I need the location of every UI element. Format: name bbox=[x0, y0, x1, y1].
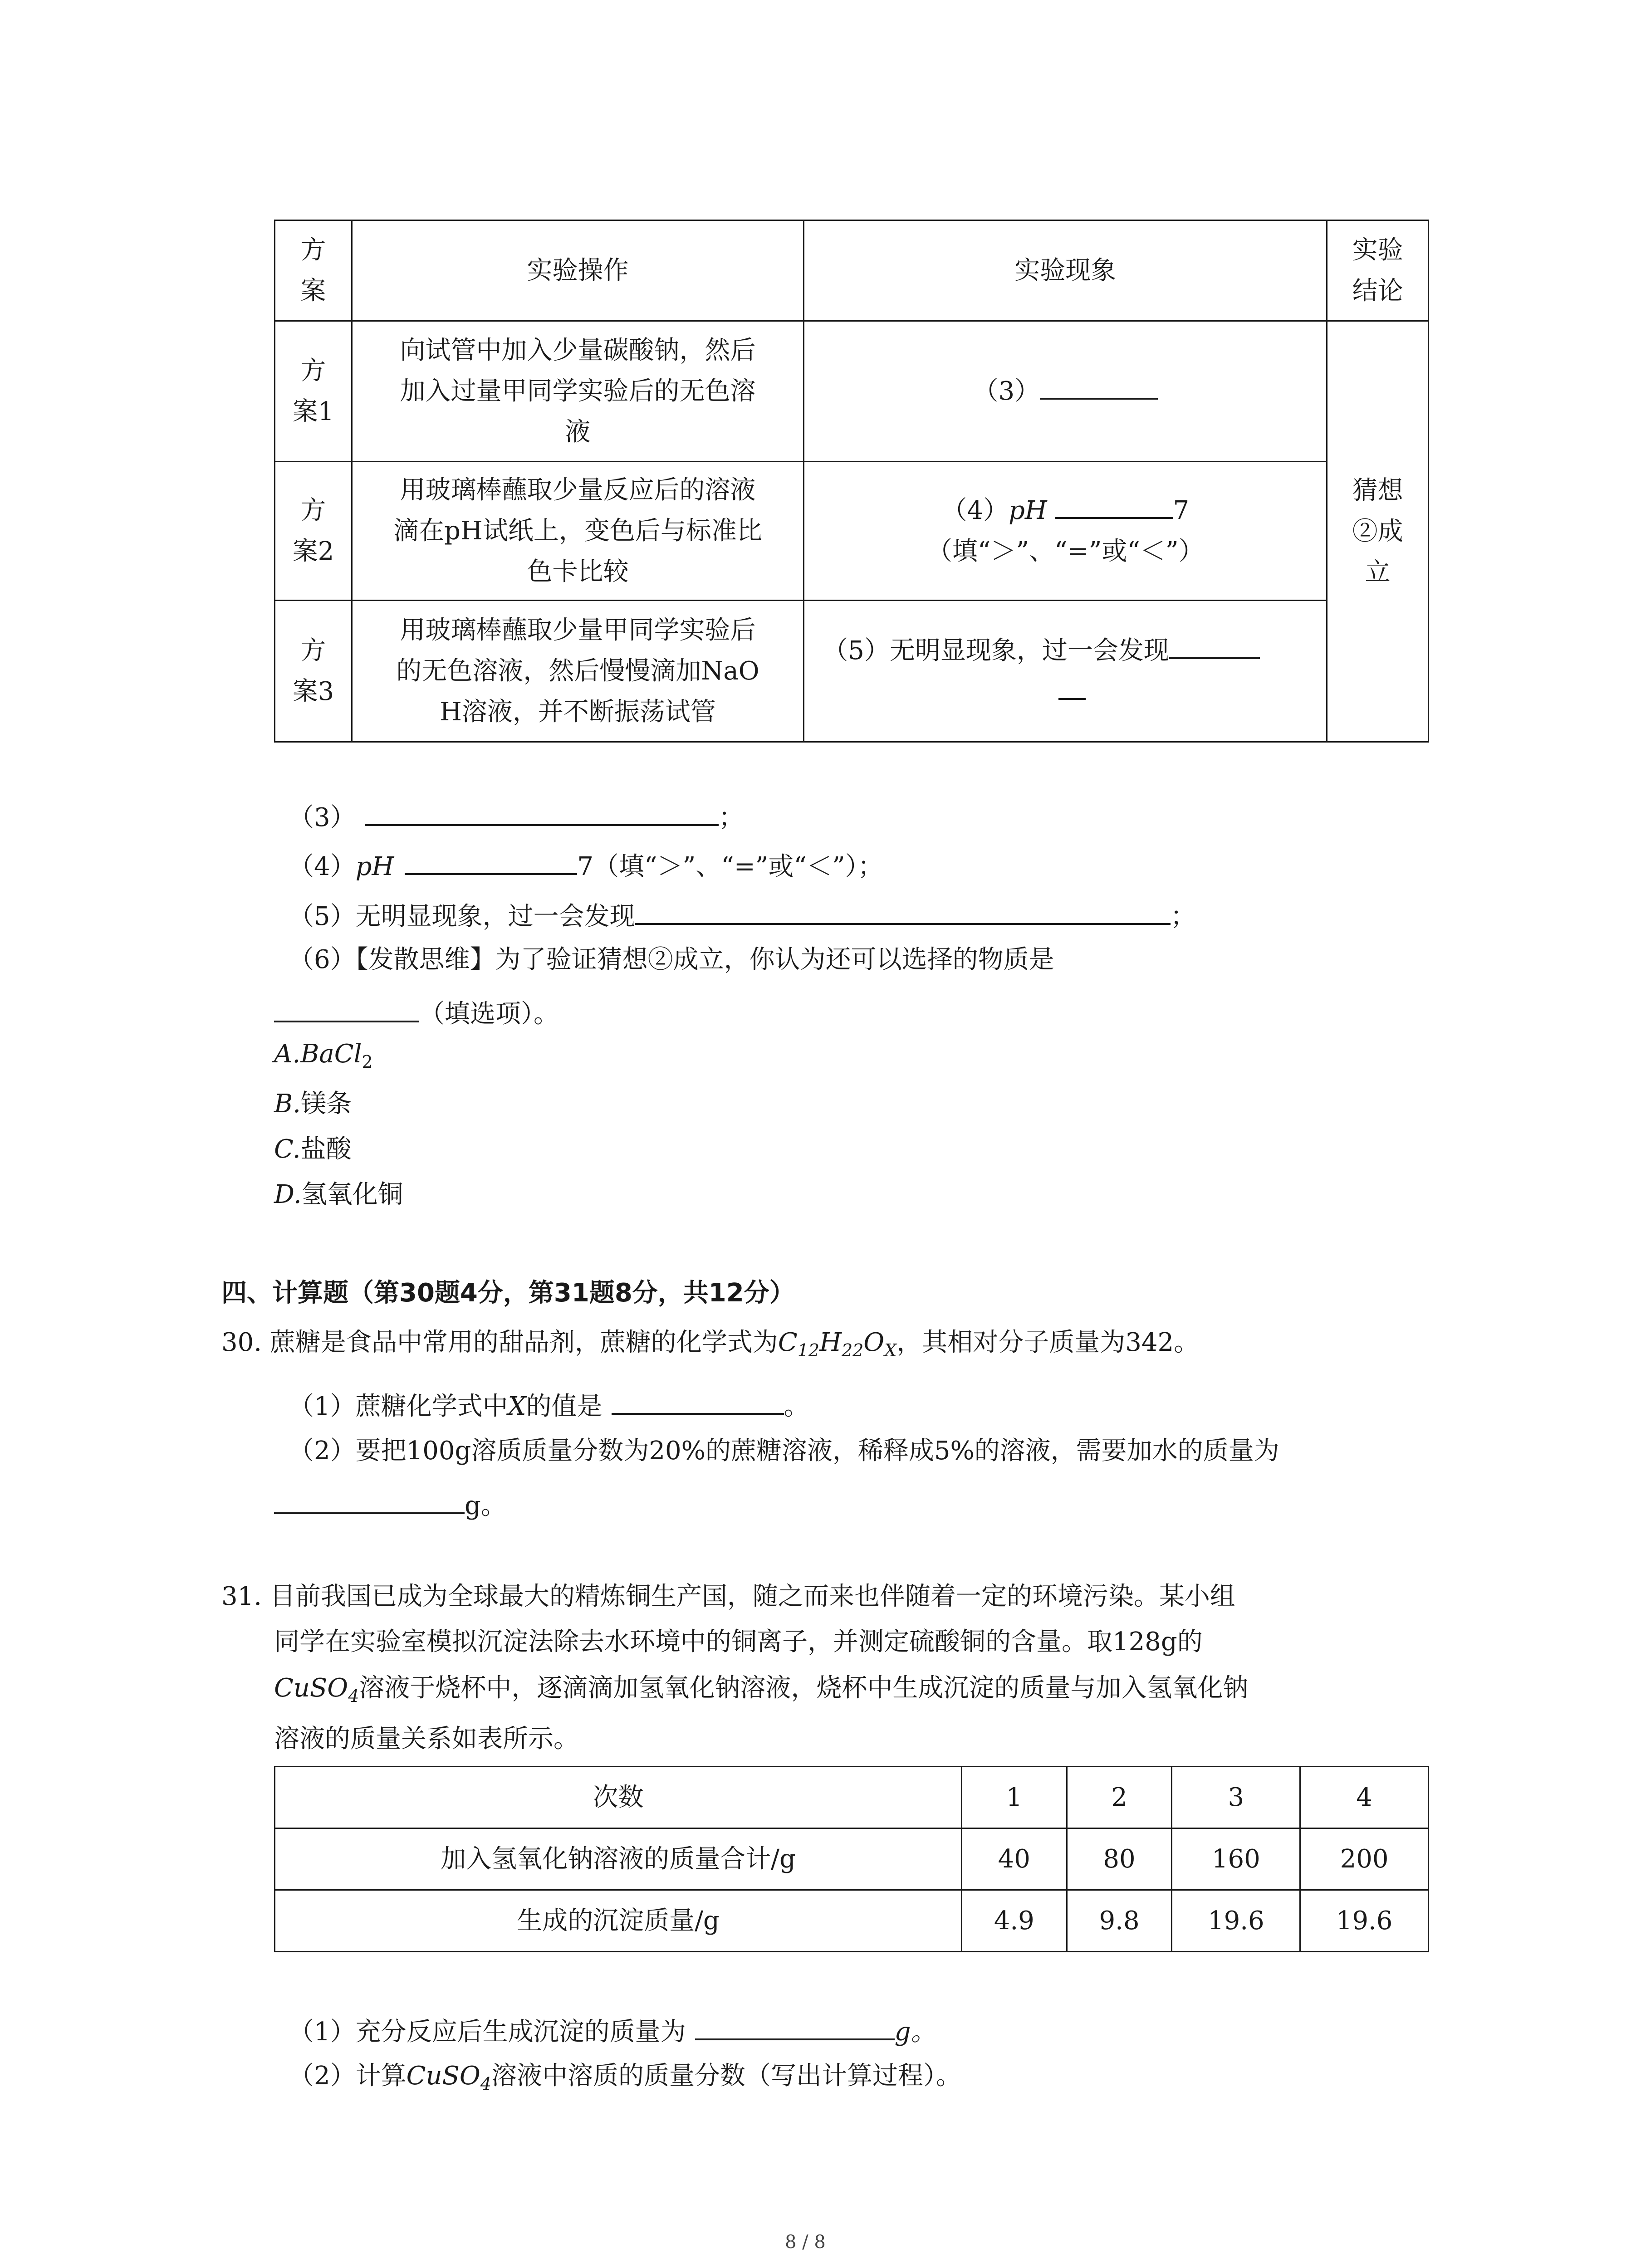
answer-blank[interactable] bbox=[1169, 634, 1260, 659]
formula-sub: 4 bbox=[480, 2074, 492, 2094]
formula-cuso: CuSO bbox=[406, 2061, 480, 2091]
row-label: 加入氢氧化钠溶液的质量合计/g bbox=[441, 1844, 796, 1874]
table-cell: 4.9 bbox=[994, 1906, 1034, 1936]
answer-5-label: （5）无明显现象，过一会发现 bbox=[289, 902, 635, 931]
formula-sub: X bbox=[884, 1340, 897, 1360]
data-table bbox=[274, 1766, 1429, 1952]
col-2: 2 bbox=[1111, 1782, 1127, 1812]
q30-part1-end: 。 bbox=[784, 1392, 809, 1421]
header-scheme: 方 案 bbox=[300, 235, 326, 306]
answer-6-line2 bbox=[274, 997, 559, 1027]
q30-part2-line1: （2）要把100g溶质质量分数为20%的蔗糖溶液，稀释成5%的溶液，需要加水的质量为 bbox=[289, 1436, 1279, 1466]
col-3: 3 bbox=[1228, 1782, 1244, 1812]
option-d-text: 氢氧化铜 bbox=[301, 1180, 403, 1209]
scheme-1-label: 方 案1 bbox=[292, 356, 334, 426]
scheme-1-phenomenon: （3） bbox=[973, 376, 1040, 406]
answer-4-hint: 7（填“＞”、“=”或“＜”）； bbox=[577, 852, 883, 881]
q30-part1-text: （1）蔗糖化学式中 bbox=[289, 1392, 508, 1421]
q30-text-end: ，其相对分子质量为342。 bbox=[896, 1328, 1200, 1357]
answer-5-end: ； bbox=[1170, 902, 1196, 931]
q31-line1 bbox=[221, 1584, 1235, 1609]
q31-line4: 溶液的质量关系如表所示。 bbox=[274, 1724, 579, 1754]
header-operation: 实验操作 bbox=[527, 255, 629, 285]
option-b bbox=[274, 1091, 352, 1117]
option-a-sub: 2 bbox=[362, 1052, 373, 1072]
formula-sub: 12 bbox=[797, 1340, 820, 1360]
q31-part1 bbox=[289, 2015, 936, 2045]
answer-blank-cont[interactable] bbox=[1058, 675, 1086, 700]
option-c-text: 盐酸 bbox=[300, 1134, 352, 1164]
scheme-2-operation: 用玻璃棒蘸取少量反应后的溶液 滴在pH试纸上，变色后与标准比 色卡比较 bbox=[393, 475, 762, 587]
q30-part2-line2 bbox=[274, 1489, 506, 1519]
answer-5-blank[interactable] bbox=[635, 899, 1171, 925]
scheme-3-phenomenon bbox=[804, 631, 1326, 712]
table-row bbox=[275, 601, 1429, 742]
option-d bbox=[274, 1182, 403, 1207]
answer-6-blank[interactable] bbox=[274, 997, 419, 1022]
q31-text3: 溶液于烧杯中，逐滴滴加氢氧化钠溶液，烧杯中生成沉淀的质量与加入氢氧化钠 bbox=[359, 1673, 1249, 1703]
answer-3-line bbox=[289, 801, 744, 831]
answer-4-label: （4） bbox=[289, 852, 356, 881]
option-c-letter: C. bbox=[274, 1134, 301, 1164]
answer-3-label: （3） bbox=[289, 803, 356, 832]
table-cell: 80 bbox=[1103, 1844, 1136, 1874]
q31-part2 bbox=[289, 2061, 962, 2094]
q30-part1-blank[interactable] bbox=[612, 1389, 784, 1415]
col-1: 1 bbox=[1006, 1782, 1023, 1812]
option-a-letter: A. bbox=[274, 1039, 301, 1069]
table-row bbox=[275, 1890, 1429, 1952]
table-cell: 160 bbox=[1211, 1844, 1260, 1874]
variable-x: X bbox=[508, 1392, 526, 1421]
row-label: 生成的沉淀质量/g bbox=[517, 1906, 720, 1936]
q31-text1: 目前我国已成为全球最大的精炼铜生产国，随之而来也伴随着一定的环境污染。某小组 bbox=[269, 1582, 1235, 1611]
q31-number: 31. bbox=[221, 1582, 262, 1611]
ph-value: 7 bbox=[1173, 495, 1190, 525]
option-a-text: BaCl bbox=[300, 1039, 362, 1069]
ph-symbol: pH bbox=[1009, 495, 1047, 525]
scheme-2-phenomenon bbox=[804, 490, 1326, 572]
fill-hint: （填“＞”、“=”或“＜”） bbox=[926, 536, 1204, 566]
table-cell: 19.6 bbox=[1207, 1906, 1264, 1936]
answer-3-blank[interactable] bbox=[365, 801, 719, 826]
option-b-letter: B. bbox=[274, 1089, 301, 1119]
table-cell: 40 bbox=[998, 1844, 1030, 1874]
table-row bbox=[275, 1828, 1429, 1890]
q31-part2-text2: 溶液中溶质的质量分数（写出计算过程）。 bbox=[491, 2061, 962, 2091]
q30-stem bbox=[221, 1328, 1200, 1360]
q31-line2: 同学在实验室模拟沉淀法除去水环境中的铜离子，并测定硫酸铜的含量。取128g的 bbox=[274, 1627, 1203, 1657]
option-c bbox=[274, 1134, 352, 1164]
q30-text: 蔗糖是食品中常用的甜品剂，蔗糖的化学式为 bbox=[269, 1328, 778, 1357]
answer-blank[interactable] bbox=[1040, 374, 1158, 400]
answer-6-hint: （填选项）。 bbox=[419, 999, 559, 1029]
answer-4-blank[interactable] bbox=[405, 850, 577, 875]
answer-6-line1: （6）【发散思维】为了验证猜想②成立，你认为还可以选择的物质是 bbox=[289, 945, 1054, 974]
col-header: 次数 bbox=[593, 1782, 644, 1812]
scheme-1-operation: 向试管中加入少量碳酸钠，然后 加入过量甲同学实验后的无色溶 液 bbox=[400, 335, 756, 447]
answer-4-line bbox=[289, 850, 883, 880]
q30-number: 30. bbox=[221, 1328, 262, 1357]
formula-h: H bbox=[819, 1328, 842, 1357]
q31-part1-text: （1）充分反应后生成沉淀的质量为 bbox=[289, 2017, 686, 2047]
q31-part1-end: g。 bbox=[894, 2017, 936, 2047]
scheme-2-label: 方 案2 bbox=[292, 495, 334, 566]
header-conclusion: 实验 结论 bbox=[1352, 235, 1403, 306]
ph-symbol: pH bbox=[355, 852, 394, 881]
table-header-row bbox=[275, 220, 1429, 321]
formula-cuso: CuSO bbox=[274, 1673, 348, 1703]
table-cell: 200 bbox=[1340, 1844, 1389, 1874]
page-number: 8 / 8 bbox=[785, 2232, 826, 2253]
q31-part2-text: （2）计算 bbox=[289, 2061, 407, 2091]
q31-part1-blank[interactable] bbox=[695, 2015, 895, 2040]
section-heading: 四、计算题（第30题4分，第31题8分，共12分） bbox=[221, 1278, 795, 1308]
formula-sub: 22 bbox=[841, 1340, 864, 1360]
q30-part1 bbox=[289, 1389, 809, 1419]
answer-blank[interactable] bbox=[1055, 494, 1173, 519]
option-a bbox=[274, 1039, 373, 1072]
formula-c: C bbox=[778, 1328, 798, 1357]
col-4: 4 bbox=[1356, 1782, 1372, 1812]
experiment-table bbox=[274, 220, 1429, 743]
table-row bbox=[275, 321, 1429, 462]
scheme-3-operation: 用玻璃棒蘸取少量甲同学实验后 的无色溶液，然后慢慢滴加NaO H溶液，并不断振荡试管 bbox=[396, 615, 759, 727]
option-d-letter: D. bbox=[274, 1180, 302, 1209]
formula-sub: 4 bbox=[348, 1686, 359, 1706]
q30-part2-blank[interactable] bbox=[274, 1489, 465, 1514]
conclusion-cell: 猜想 ②成 立 bbox=[1352, 475, 1403, 587]
table-cell: 19.6 bbox=[1336, 1906, 1393, 1936]
table-header-row bbox=[275, 1767, 1429, 1828]
phenomenon-number: （4） bbox=[941, 495, 1009, 525]
option-b-text: 镁条 bbox=[300, 1089, 352, 1119]
q30-part2-end: g。 bbox=[465, 1491, 506, 1520]
q31-line3 bbox=[274, 1673, 1249, 1706]
table-row bbox=[275, 462, 1429, 601]
table-cell: 9.8 bbox=[1099, 1906, 1140, 1936]
q30-part1-text2: 的值是 bbox=[526, 1392, 603, 1421]
answer-3-end: ； bbox=[718, 803, 744, 832]
scheme-3-label: 方 案3 bbox=[292, 635, 334, 706]
formula-o: O bbox=[863, 1328, 885, 1357]
answer-5-line bbox=[289, 899, 1196, 929]
phenomenon-text: （5）无明显现象，过一会发现 bbox=[823, 635, 1169, 665]
header-phenomenon: 实验现象 bbox=[1014, 255, 1117, 285]
